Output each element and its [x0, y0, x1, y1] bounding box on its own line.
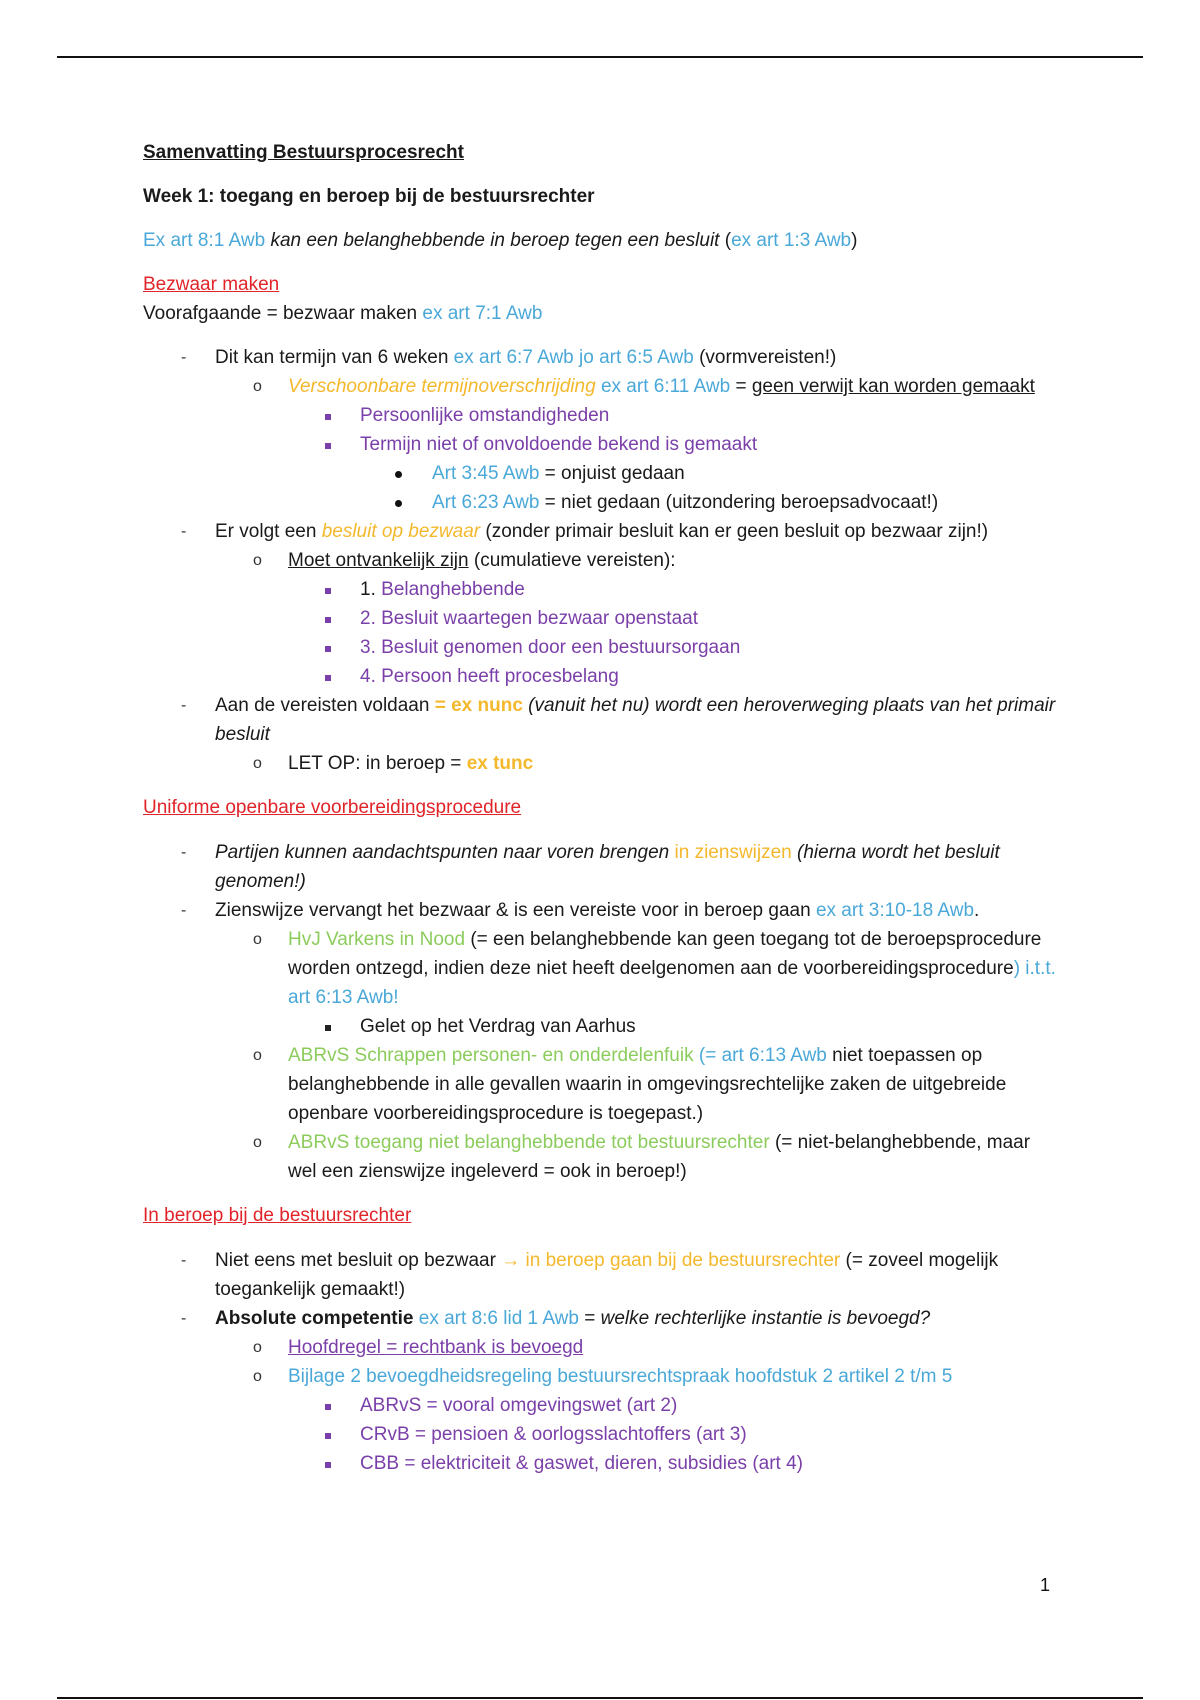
list-item	[143, 1304, 1063, 1333]
law-reference: ) i.t.t. art 6:13 Awb!	[288, 958, 1056, 1008]
text-span: LET OP: in beroep =	[288, 753, 462, 774]
week-heading	[143, 182, 1063, 211]
square-bullet-icon	[325, 675, 331, 681]
text-span: ex tunc	[466, 753, 534, 774]
case-name: HvJ Varkens in Nood	[288, 929, 466, 950]
square-bullet-icon	[325, 1025, 331, 1031]
section-heading-uov	[143, 793, 1063, 822]
document-title	[143, 138, 1063, 167]
text-span: geen verwijt kan worden gemaakt	[751, 376, 1035, 397]
text-span: =	[584, 1308, 596, 1329]
text-span: Moet ontvankelijk zijn	[288, 550, 469, 571]
law-reference: ex art 6:7 Awb jo art 6:5 Awb	[453, 347, 694, 368]
intro-ref-1: Ex art 8:1 Awb	[143, 230, 266, 251]
text-span: besluit op bezwaar	[321, 521, 481, 542]
square-bullet-icon	[325, 1462, 331, 1468]
dash-marker: -	[181, 844, 187, 861]
text-span: ABRvS = vooral omgevingswet (art 2)	[360, 1395, 678, 1416]
section-heading-text: In beroep bij de bestuursrechter	[143, 1205, 412, 1226]
square-bullet-icon	[325, 1404, 331, 1410]
text-span: Niet eens met besluit op bezwaar	[215, 1250, 496, 1271]
list-item	[143, 1246, 1063, 1304]
case-name: ABRvS toegang niet belanghebbende tot bestuursrechter	[288, 1132, 770, 1153]
circle-marker: o	[253, 1339, 262, 1356]
circle-marker: o	[253, 378, 262, 395]
week-text: Week 1: toegang en beroep bij de bestuursrechter	[143, 186, 595, 207]
list-item	[143, 430, 1063, 459]
list-item	[143, 517, 1063, 546]
text-span: = ex nunc	[434, 695, 523, 716]
text-span: (cumulatieve vereisten):	[473, 550, 676, 571]
circle-marker: o	[253, 1047, 262, 1064]
arrow-right-icon: →	[501, 1250, 521, 1271]
text-span: in zienswijzen	[674, 842, 792, 863]
bezwaar-intro	[143, 299, 1063, 328]
list-item	[143, 372, 1063, 401]
law-reference: Bijlage 2 bevoegdheidsregeling bestuursrechtspraak hoofdstuk 2 artikel 2 t/m 5	[288, 1366, 953, 1387]
square-bullet-icon	[325, 414, 331, 420]
text-span: =	[735, 376, 747, 397]
square-bullet-icon	[325, 443, 331, 449]
list-item	[143, 662, 1063, 691]
text-span: 4. Persoon heeft procesbelang	[360, 666, 619, 687]
list-item	[143, 459, 1063, 488]
intro-paragraph: Ex art 8:1 Awb kan een belanghebbende in beroep tegen een besluit (ex art 1:3 Awb)	[143, 230, 858, 251]
law-reference: Art 3:45 Awb	[432, 463, 540, 484]
square-bullet-icon	[325, 1433, 331, 1439]
list-item	[143, 546, 1063, 575]
header-rule	[57, 56, 1143, 58]
law-reference: ex art 3:10-18 Awb	[815, 900, 975, 921]
list-item	[143, 604, 1063, 633]
text-span: (= niet-belanghebbende, maar wel een zienswijze ingeleverd = ook in beroep!)	[288, 1132, 1031, 1182]
footer-rule	[57, 1697, 1143, 1699]
text-span: 1.	[360, 579, 376, 600]
text-span: Persoonlijke omstandigheden	[360, 405, 610, 426]
text-span: (= zoveel mogelijk toegankelijk gemaakt!)	[215, 1250, 999, 1300]
text-span: Dit kan termijn van 6 weken	[215, 347, 449, 368]
dash-marker: -	[181, 1310, 187, 1327]
text-span: Gelet op het Verdrag van Aarhus	[360, 1016, 636, 1037]
list-item	[143, 749, 1063, 778]
text-span: Zienswijze vervangt het bezwaar & is een vereiste voor in beroep gaan	[215, 900, 811, 921]
text-span: in beroep gaan bij de bestuursrechter	[525, 1250, 841, 1271]
text-span: Absolute competentie	[215, 1308, 414, 1329]
text-span: Hoofdregel = rechtbank is bevoegd	[288, 1337, 584, 1358]
text-span: (zonder primair besluit kan er geen besluit op bezwaar zijn!)	[485, 521, 989, 542]
law-reference: (= art 6:13 Awb	[698, 1045, 827, 1066]
text-span: = onjuist gedaan	[544, 463, 685, 484]
law-reference: ex art 6:11 Awb	[600, 376, 731, 397]
list-item	[143, 896, 1063, 925]
list-item	[143, 1362, 1063, 1391]
text-span: Partijen kunnen aandachtspunten naar voren brengen	[215, 842, 670, 863]
text-span: (hierna wordt het besluit genomen!)	[215, 842, 1000, 892]
text-span: 3. Besluit genomen door een bestuursorgaan	[360, 637, 741, 658]
text-span: welke rechterlijke instantie is bevoegd?	[600, 1308, 931, 1329]
document-body	[143, 138, 1063, 1478]
page-number: 1	[1040, 1575, 1051, 1595]
circle-marker: o	[253, 755, 262, 772]
dash-marker: -	[181, 902, 187, 919]
text-span: CRvB = pensioen & oorlogsslachtoffers (art 3)	[360, 1424, 747, 1445]
text-span: Voorafgaande = bezwaar maken	[143, 303, 418, 324]
list-item	[143, 401, 1063, 430]
list-item	[143, 633, 1063, 662]
intro-text: kan een belanghebbende in beroep tegen een besluit	[270, 230, 720, 251]
dash-marker: -	[181, 1252, 187, 1269]
text-span: Belanghebbende	[381, 579, 525, 600]
section-heading-text: Bezwaar maken	[143, 274, 280, 295]
dash-marker: -	[181, 523, 187, 540]
round-bullet-icon	[395, 471, 402, 478]
list-item	[143, 1041, 1063, 1128]
case-name: ABRvS Schrappen personen- en onderdelenfuik	[288, 1045, 694, 1066]
text-span: niet toepassen op belanghebbende in alle gevallen waarin in omgevingsrechtelijke zaken de uitgebreide openbare voorbereidingsprocedure is toegepast.)	[288, 1045, 1007, 1124]
text-span: (vanuit het nu) wordt een heroverweging plaats van het primair besluit	[215, 695, 1056, 745]
list-item	[143, 1333, 1063, 1362]
square-bullet-icon	[325, 617, 331, 623]
law-reference: ex art 8:6 lid 1 Awb	[418, 1308, 579, 1329]
round-bullet-icon	[395, 500, 402, 507]
title-text: Samenvatting Bestuursprocesrecht	[143, 142, 464, 163]
dash-marker: -	[181, 697, 187, 714]
section-heading-beroep	[143, 1201, 1063, 1230]
list-item	[143, 488, 1063, 517]
dash-marker: -	[181, 349, 187, 366]
text-span: 2. Besluit waartegen bezwaar openstaat	[360, 608, 698, 629]
section-heading-bezwaar	[143, 270, 1063, 299]
list-item	[143, 691, 1063, 749]
list-item	[143, 1128, 1063, 1186]
text-span: CBB = elektriciteit & gaswet, dieren, subsidies (art 4)	[360, 1453, 803, 1474]
square-bullet-icon	[325, 588, 331, 594]
intro-ref-2: ex art 1:3 Awb	[731, 230, 852, 251]
law-reference: ex art 7:1 Awb	[422, 303, 543, 324]
text-span: Er volgt een	[215, 521, 317, 542]
list-item	[143, 575, 1063, 604]
circle-marker: o	[253, 931, 262, 948]
list-item	[143, 1391, 1063, 1420]
circle-marker: o	[253, 1134, 262, 1151]
list-item	[143, 343, 1063, 372]
square-bullet-icon	[325, 646, 331, 652]
text-span: (vormvereisten!)	[699, 347, 837, 368]
text-span: (= een belanghebbende kan geen toegang tot de beroepsprocedure worden ontzegd, indien deze niet heeft deelgenomen aan de voorbereidingsprocedure	[288, 929, 1042, 979]
text-span: Termijn niet of onvoldoende bekend is gemaakt	[360, 434, 758, 455]
law-reference: Art 6:23 Awb	[432, 492, 540, 513]
text-span: = niet gedaan (uitzondering beroepsadvocaat!)	[544, 492, 939, 513]
list-item	[143, 1012, 1063, 1041]
text-span: .	[974, 900, 980, 921]
list-item	[143, 1420, 1063, 1449]
circle-marker: o	[253, 1368, 262, 1385]
section-heading-text: Uniforme openbare voorbereidingsprocedure	[143, 797, 522, 818]
text-span: Aan de vereisten voldaan	[215, 695, 430, 716]
circle-marker: o	[253, 552, 262, 569]
text-span: Verschoonbare termijnoverschrijding	[288, 376, 596, 397]
list-item	[143, 838, 1063, 896]
list-item	[143, 1449, 1063, 1478]
list-item	[143, 925, 1063, 1012]
